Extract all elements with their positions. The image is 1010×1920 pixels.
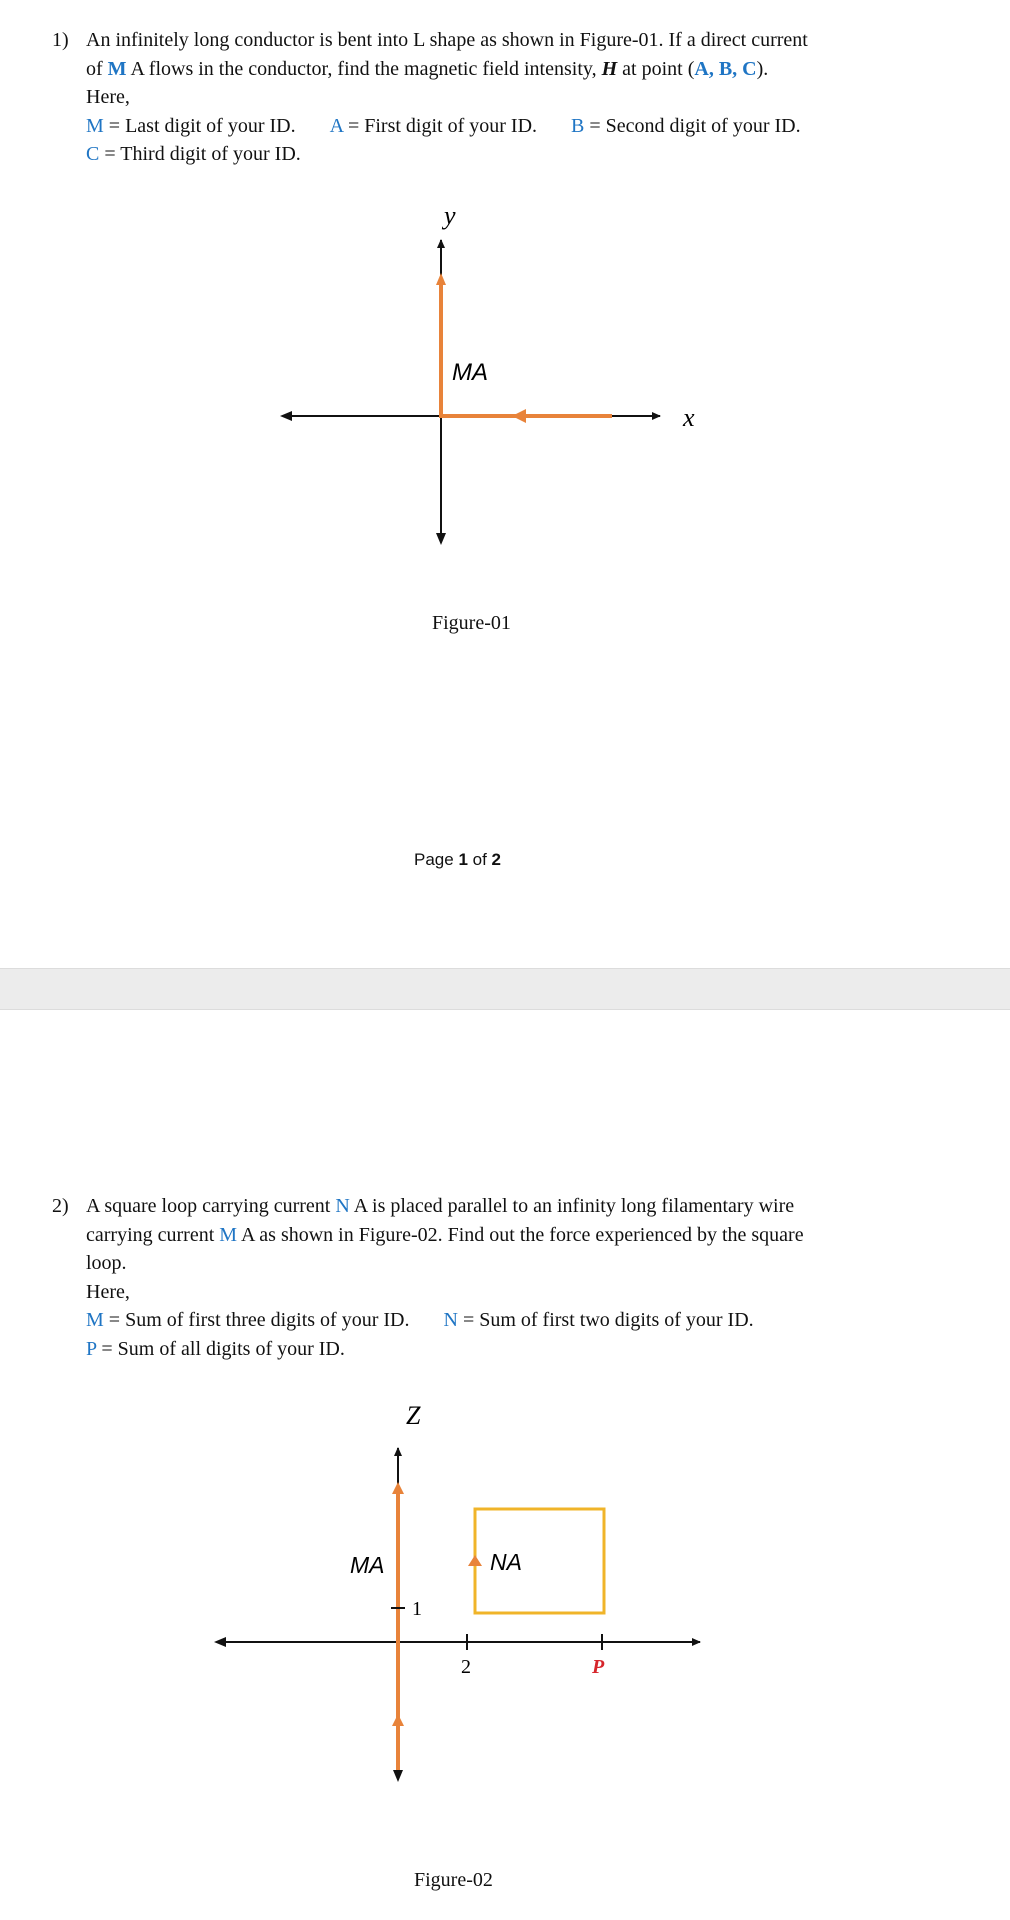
- l-shaped-conductor: [441, 280, 612, 416]
- question-2-line-2: carrying current M A as shown in Figure-02. Find out the force experienced by the square: [86, 1223, 804, 1246]
- definitions-row: [86, 112, 932, 141]
- figure-01-caption: Figure-01: [432, 612, 511, 634]
- loop-current-arrow: [468, 1555, 482, 1566]
- loop-current-label: NA: [490, 1549, 522, 1575]
- definition-P: P = Sum of all digits of your ID.: [86, 1337, 345, 1360]
- z-axis-down-arrow: [393, 1770, 403, 1782]
- definition-A: A = First digit of your ID.: [329, 114, 538, 137]
- question-number: 2): [52, 1195, 69, 1217]
- here-label: Here,: [86, 1280, 130, 1303]
- wire-current-arrow-top: [392, 1482, 404, 1494]
- definition-B: B = Second digit of your ID.: [571, 114, 801, 137]
- page-number: Page 1 of 2: [414, 850, 501, 869]
- horizontal-axis-left-arrow: [214, 1637, 226, 1647]
- y-axis-label: y: [444, 201, 456, 230]
- tick-P-label: P: [592, 1656, 605, 1678]
- current-arrow-left: [512, 409, 526, 423]
- wire-current-arrow-bottom: [392, 1714, 404, 1726]
- wire-current-label: MA: [350, 1552, 385, 1578]
- question-1: [52, 26, 932, 169]
- definition-C: C = Third digit of your ID.: [86, 143, 301, 165]
- question-number: 1): [52, 29, 69, 51]
- question-2-line-3: loop.: [86, 1252, 127, 1274]
- definition-N: N = Sum of first two digits of your ID.: [443, 1309, 754, 1331]
- tick-2-label: 2: [461, 1656, 471, 1678]
- current-arrow-up: [436, 273, 446, 285]
- y-axis-down-arrow: [436, 533, 446, 545]
- figure-01: [0, 190, 1010, 610]
- current-label: MA: [452, 359, 488, 386]
- page-separator: [0, 968, 1010, 1010]
- x-axis-left-arrow: [280, 411, 292, 421]
- question-1-line-1: An infinitely long conductor is bent into L shape as shown in Figure-01. If a direct current: [86, 29, 808, 51]
- question-2-line-1: A square loop carrying current N A is placed parallel to an infinity long filamentary wire: [86, 1195, 795, 1217]
- z-axis-label: Z: [406, 1401, 421, 1430]
- tick-1-label: 1: [412, 1598, 422, 1620]
- question-2: [52, 1192, 932, 1363]
- here-label: Here,: [86, 86, 130, 108]
- figure-02: [0, 1390, 1010, 1810]
- x-axis-label: x: [683, 403, 695, 432]
- definition-M: M = Sum of first three digits of your ID.: [86, 1309, 410, 1331]
- definition-M: M = Last digit of your ID.: [86, 114, 296, 137]
- question-1-line-2: of M A flows in the conductor, find the magnetic field intensity, H at point (A, B, C).: [86, 57, 769, 80]
- page-2: [0, 1010, 1010, 1920]
- figure-02-caption: Figure-02: [414, 1869, 493, 1891]
- definitions-row: [86, 1306, 932, 1335]
